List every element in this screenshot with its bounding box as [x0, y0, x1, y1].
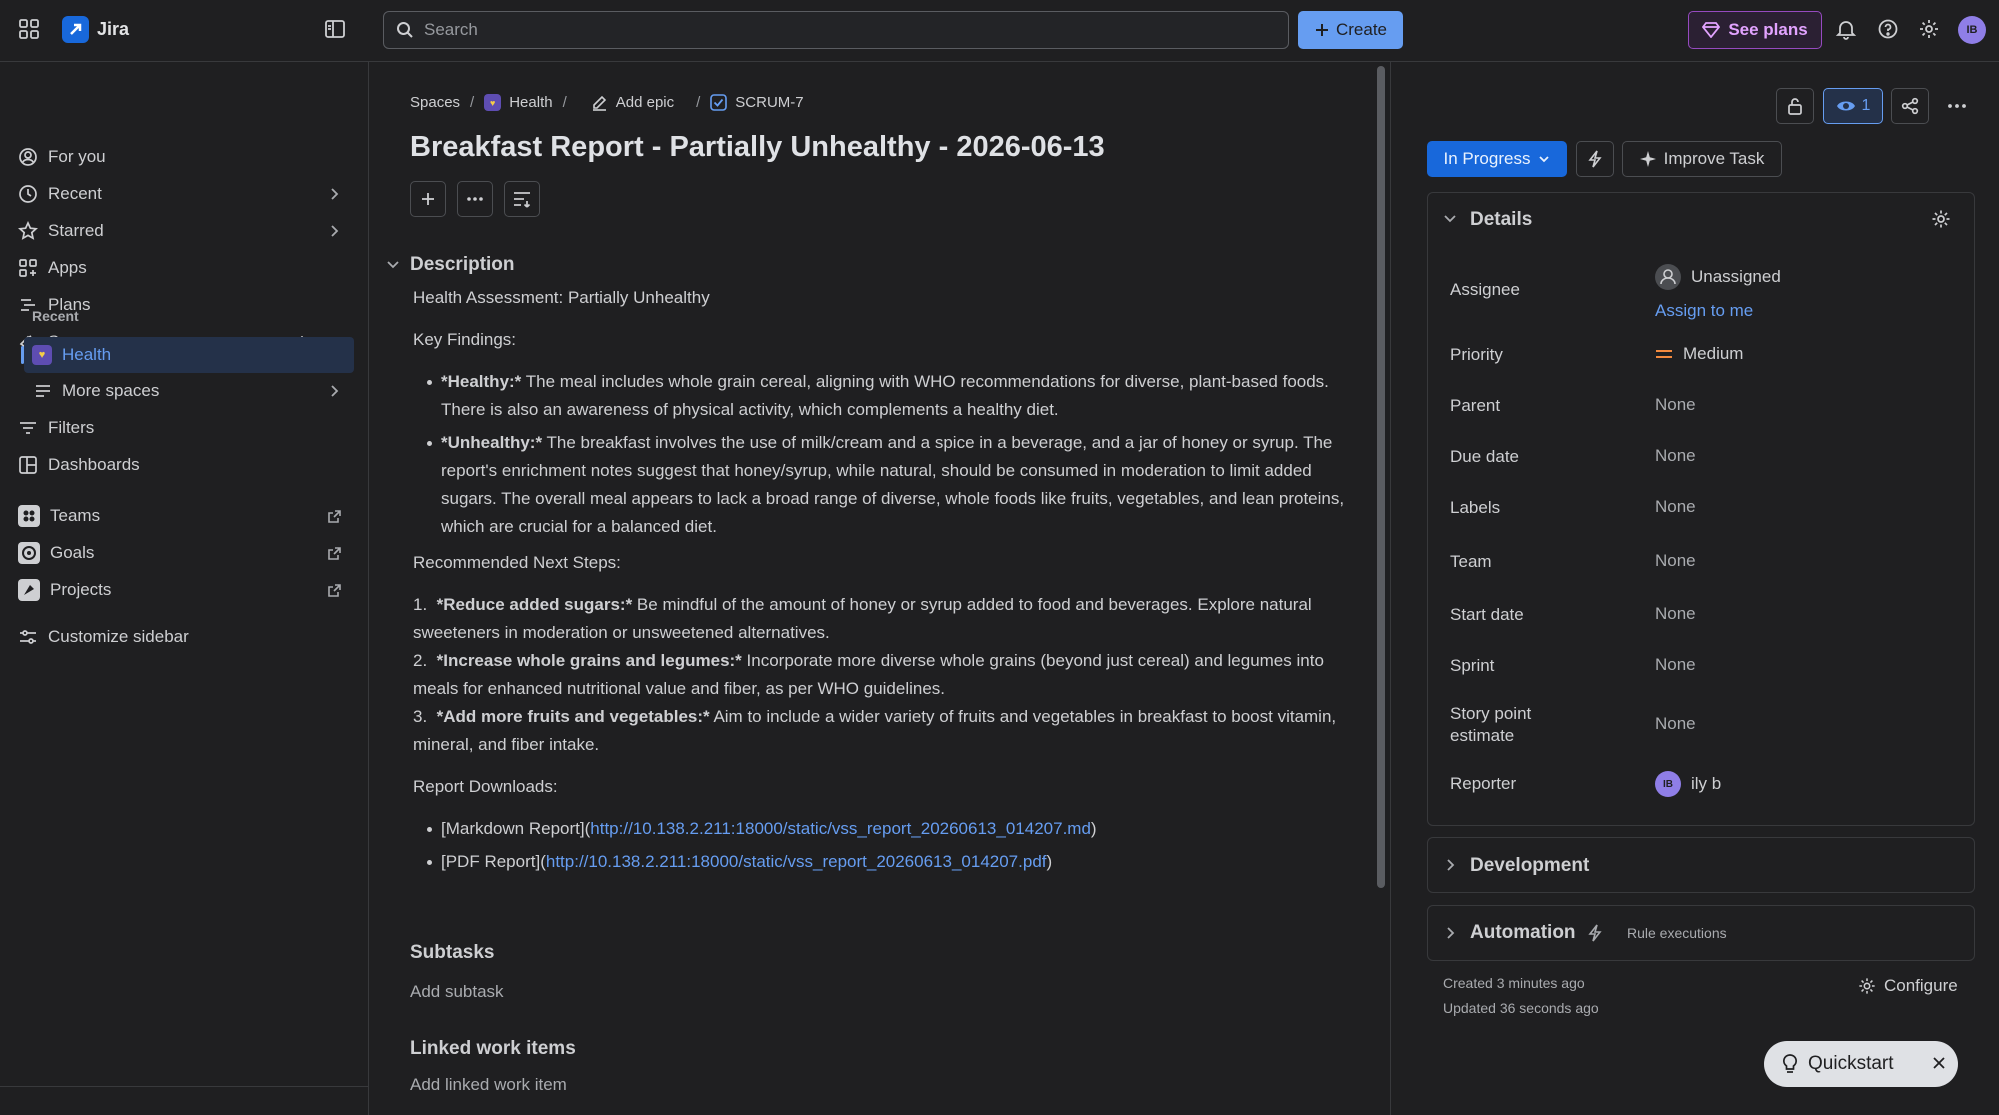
sidebar-item-projects[interactable] [18, 573, 348, 607]
sprint-label: Sprint [1450, 656, 1495, 675]
see-plans-label: See plans [1728, 20, 1808, 39]
sidebar-item-starred[interactable] [18, 214, 348, 248]
selected-indicator [21, 346, 24, 364]
chevron-right-icon[interactable] [328, 224, 340, 238]
finding-bold: *Healthy:* [441, 372, 522, 391]
search-icon [396, 21, 414, 39]
list-icon [34, 383, 52, 399]
external-link-icon[interactable] [327, 546, 342, 561]
watch-count: 1 [1861, 97, 1871, 114]
list-item [413, 591, 1348, 647]
breadcrumb-separator: / [562, 94, 567, 111]
reporter-label: Reporter [1450, 774, 1517, 793]
improve-label: Improve Task [1663, 149, 1765, 168]
sidebar-item-label: Apps [48, 258, 87, 277]
sidebar-item-label: Filters [48, 418, 95, 437]
sidebar-item-more-spaces[interactable] [34, 374, 348, 408]
chevron-right-icon[interactable] [328, 384, 340, 398]
created-timestamp: Created 3 minutes ago [1443, 975, 1585, 991]
quickstart-label: Quickstart [1808, 1053, 1894, 1074]
gear-icon[interactable] [1931, 209, 1951, 229]
goals-icon [18, 542, 40, 564]
edit-icon [591, 94, 608, 111]
external-link-icon[interactable] [327, 509, 342, 524]
see-plans-button[interactable] [1688, 11, 1822, 49]
chevron-right-icon[interactable] [1444, 926, 1456, 940]
finding-bold: *Unhealthy:* [441, 433, 543, 452]
sidebar-item-for-you[interactable] [18, 140, 106, 174]
chevron-right-icon[interactable] [1444, 858, 1456, 872]
automation-button[interactable] [1576, 141, 1614, 177]
teams-icon [18, 505, 40, 527]
step-text: Aim to include a wider variety of fruits and vegetables in breakfast to boost vitamin, mineral, and fiber intake. [413, 707, 1337, 754]
breadcrumb-health[interactable]: Health [509, 94, 553, 111]
scrollbar[interactable] [1377, 66, 1385, 888]
status-label: In Progress [1443, 149, 1531, 168]
sidebar-item-dashboards[interactable] [18, 448, 140, 482]
status-dropdown[interactable] [1427, 141, 1567, 177]
more-actions-button[interactable] [457, 181, 493, 217]
lightning-icon [1587, 924, 1603, 942]
sidebar-item-label: Plans [48, 295, 91, 314]
person-circle-icon [18, 147, 38, 167]
issue-title[interactable]: Breakfast Report - Partially Unhealthy - 2026-06-13 [410, 131, 1105, 163]
app-switcher-icon[interactable] [18, 18, 40, 40]
priority-value[interactable] [1655, 344, 1743, 364]
sidebar [0, 62, 369, 1115]
watch-button[interactable] [1823, 88, 1883, 124]
team-value[interactable]: None [1655, 551, 1696, 570]
create-button[interactable] [1298, 11, 1403, 49]
assign-to-me-link[interactable]: Assign to me [1655, 301, 1754, 320]
sidebar-item-teams[interactable] [18, 499, 348, 533]
list-item [427, 815, 1348, 843]
link-suffix: ) [1090, 819, 1097, 838]
finding-text: The breakfast involves the use of milk/cream and a spice in a beverage, and a jar of honey or syrup. The report's enrichment notes suggest that honey/syrup, while natural, should be consumed in moderation to limit added sugars. The overall meal appears to lack a broad range of diverse, whole foods like fruits, vegetables, and lean proteins, which are crucial for a balanced diet. [441, 433, 1345, 536]
add-linked-item-button[interactable]: Add linked work item [410, 1075, 567, 1094]
sidebar-item-health[interactable] [24, 337, 354, 373]
top-bar [0, 0, 1999, 62]
assignee-label: Assignee [1450, 280, 1520, 299]
collapse-sidebar-icon[interactable] [324, 18, 346, 40]
customize-icon [18, 627, 38, 647]
step-bold: *Increase whole grains and legumes:* [436, 651, 742, 670]
downloads-label: Report Downloads: [413, 777, 558, 796]
more-options-icon [1947, 103, 1967, 109]
breadcrumb-issue-key[interactable]: SCRUM-7 [735, 94, 804, 111]
description-body[interactable] [413, 284, 1348, 882]
chevron-right-icon[interactable] [328, 187, 340, 201]
step-bold: *Add more fruits and vegetables:* [436, 707, 710, 726]
step-number: 1. [413, 595, 428, 614]
filter-icon [18, 418, 38, 438]
sidebar-divider [0, 1086, 369, 1087]
gear-icon [1858, 977, 1876, 995]
add-button[interactable] [410, 181, 446, 217]
sidebar-item-label: Starred [48, 221, 104, 240]
list-add-icon [512, 190, 532, 208]
start-date-label: Start date [1450, 605, 1524, 624]
lock-button[interactable] [1776, 88, 1814, 124]
key-findings-label: Key Findings: [413, 330, 516, 349]
user-avatar[interactable]: IB [1958, 16, 1986, 44]
external-link-icon[interactable] [327, 583, 342, 598]
chevron-down-icon [1538, 153, 1550, 165]
priority-text: Medium [1683, 344, 1744, 363]
next-steps-label: Recommended Next Steps: [413, 553, 621, 572]
subtasks-heading: Subtasks [410, 942, 495, 963]
app-name: Jira [97, 19, 130, 39]
list-item [427, 368, 1348, 424]
step-number: 3. [413, 707, 428, 726]
task-checkbox-icon [710, 94, 727, 111]
sidebar-item-label: Health [62, 345, 112, 364]
breadcrumb [410, 94, 804, 111]
notifications-icon[interactable] [1835, 18, 1857, 40]
projects-icon [18, 579, 40, 601]
story-point-label: Story point estimate [1450, 704, 1532, 745]
apps-icon [18, 258, 38, 278]
jira-logo[interactable] [62, 16, 129, 43]
start-date-value[interactable]: None [1655, 604, 1696, 623]
health-space-icon: ♥ [32, 345, 52, 365]
steps-list [413, 591, 1348, 759]
breadcrumb-separator: / [470, 94, 475, 111]
plus-icon [1314, 22, 1330, 38]
sidebar-item-recent[interactable] [18, 177, 348, 211]
share-icon [1901, 97, 1919, 115]
sidebar-item-goals[interactable] [18, 536, 348, 570]
reporter-name: ily b [1691, 774, 1722, 793]
rule-executions-label[interactable]: Rule executions [1627, 925, 1727, 941]
quickstart-button[interactable] [1764, 1041, 1958, 1087]
details-heading: Details [1470, 209, 1533, 230]
link-prefix: [PDF Report]( [441, 852, 546, 871]
jira-logo-icon [62, 16, 89, 43]
assignee-value[interactable] [1655, 264, 1781, 290]
step-number: 2. [413, 651, 428, 670]
due-date-label: Due date [1450, 447, 1519, 466]
chevron-down-icon[interactable] [386, 258, 400, 272]
linked-items-heading: Linked work items [410, 1038, 576, 1059]
sidebar-item-label: For you [48, 147, 106, 166]
breadcrumb-add-epic[interactable]: Add epic [615, 94, 675, 111]
automation-heading: Automation [1470, 922, 1576, 943]
eye-icon [1836, 99, 1856, 113]
updated-timestamp: Updated 36 seconds ago [1443, 1000, 1599, 1016]
priority-label: Priority [1450, 345, 1503, 364]
downloads-list [427, 815, 1348, 876]
recent-section-label: Recent [32, 308, 79, 324]
lightning-icon [1587, 150, 1603, 168]
sidebar-item-label: Goals [50, 543, 95, 562]
sidebar-item-label: Teams [50, 506, 101, 525]
markdown-report-link[interactable]: http://10.138.2.211:18000/static/vss_report_20260613_014207.md [590, 819, 1091, 838]
sidebar-item-label: Customize sidebar [48, 627, 189, 646]
description-heading: Description [410, 254, 515, 275]
step-bold: *Reduce added sugars:* [436, 595, 633, 614]
reporter-value[interactable] [1655, 771, 1721, 797]
clock-icon [18, 184, 38, 204]
sidebar-item-label: Recent [48, 184, 102, 203]
link-prefix: [Markdown Report]( [441, 819, 591, 838]
breadcrumb-spaces[interactable]: Spaces [410, 94, 461, 111]
labels-label: Labels [1450, 498, 1501, 517]
development-heading: Development [1470, 855, 1590, 876]
list-item [413, 703, 1348, 759]
sidebar-item-label: Projects [50, 580, 112, 599]
parent-value[interactable]: None [1655, 395, 1696, 414]
improve-task-button[interactable] [1622, 141, 1782, 177]
list-item [413, 647, 1348, 703]
configure-button[interactable] [1858, 976, 1958, 996]
health-space-icon: ♥ [484, 94, 501, 111]
configure-label: Configure [1884, 976, 1958, 995]
lock-icon [1787, 97, 1803, 115]
priority-medium-icon [1655, 348, 1673, 360]
reporter-avatar: IB [1655, 771, 1681, 797]
more-actions-button[interactable] [1938, 88, 1976, 124]
labels-value[interactable]: None [1655, 497, 1696, 516]
child-items-button[interactable] [504, 181, 540, 217]
findings-list [427, 368, 1348, 541]
assignee-name: Unassigned [1691, 267, 1781, 286]
parent-label: Parent [1450, 396, 1501, 415]
sprint-value[interactable]: None [1655, 655, 1696, 674]
chevron-down-icon[interactable] [1443, 212, 1457, 226]
search-input[interactable] [383, 11, 1289, 49]
pdf-report-link[interactable]: http://10.138.2.211:18000/static/vss_report_20260613_014207.pdf [545, 852, 1047, 871]
settings-icon[interactable] [1918, 18, 1940, 40]
star-icon [18, 221, 38, 241]
breadcrumb-separator: / [696, 94, 701, 111]
sidebar-item-label: More spaces [62, 381, 160, 400]
due-date-value[interactable]: None [1655, 446, 1696, 465]
add-subtask-button[interactable]: Add subtask [410, 982, 504, 1001]
help-icon[interactable] [1877, 18, 1899, 40]
sidebar-item-filters[interactable] [18, 411, 94, 445]
create-label: Create [1335, 20, 1388, 39]
dashboard-icon [18, 455, 38, 475]
sparkle-icon [1640, 151, 1656, 167]
list-item [427, 848, 1348, 876]
finding-text: The meal includes whole grain cereal, aligning with WHO recommendations for diverse, plant-based foods. There is also an awareness of physical activity, which complements a healthy diet. [441, 372, 1329, 419]
search-placeholder: Search [424, 20, 478, 39]
step-text: Incorporate more diverse whole grains (beyond just cereal) and legumes into meals for enhanced nutritional value and fiber, as per WHO guidelines. [413, 651, 1324, 698]
share-button[interactable] [1891, 88, 1929, 124]
list-item [427, 429, 1348, 541]
more-options-icon [466, 196, 484, 202]
sidebar-item-customize[interactable] [18, 620, 189, 654]
sidebar-item-apps[interactable] [18, 251, 87, 285]
step-text: Be mindful of the amount of honey or syrup added to food and beverages. Explore natural sweeteners in moderation or unsweetened alternatives. [413, 595, 1312, 642]
story-point-value[interactable]: None [1655, 714, 1696, 733]
unassigned-avatar-icon [1655, 264, 1681, 290]
team-label: Team [1450, 552, 1492, 571]
plus-icon [420, 191, 436, 207]
health-assessment: Health Assessment: Partially Unhealthy [413, 288, 710, 307]
sidebar-item-label: Dashboards [48, 455, 140, 474]
link-suffix: ) [1046, 852, 1053, 871]
lightbulb-icon [1782, 1054, 1798, 1074]
gem-icon [1702, 22, 1720, 38]
close-icon[interactable] [1932, 1056, 1946, 1070]
